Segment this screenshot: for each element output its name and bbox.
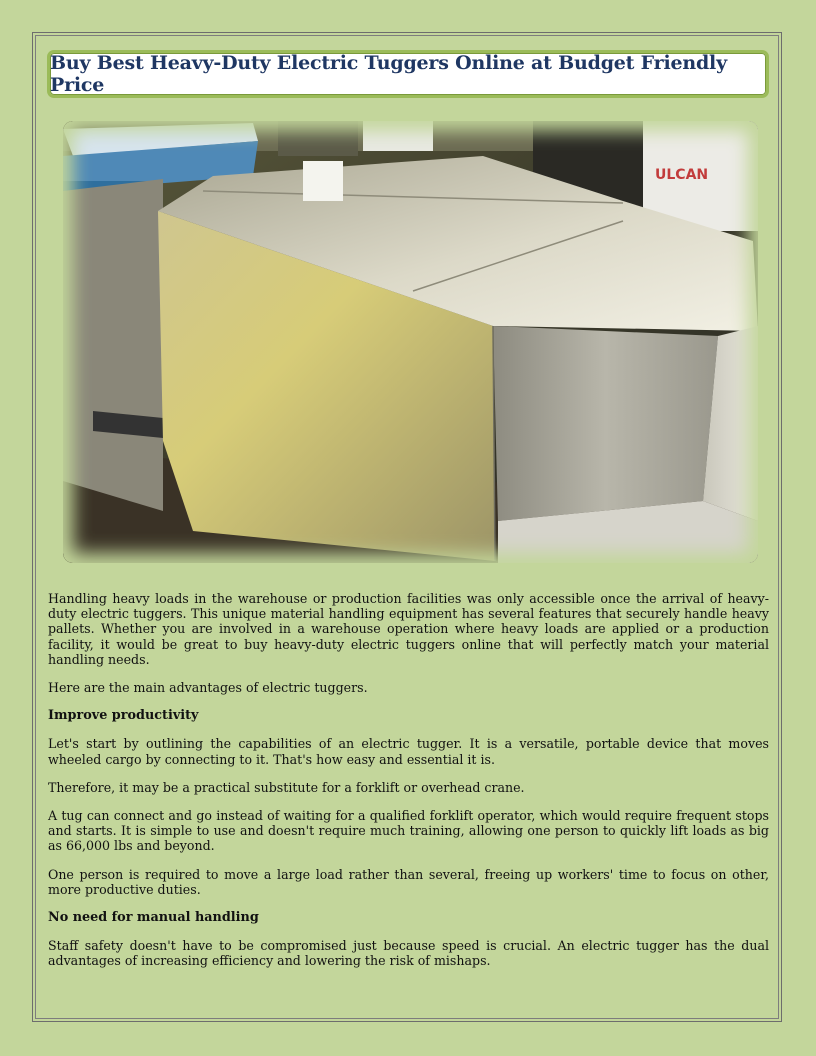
paragraph-capabilities: Let's start by outlining the capabilities of an electric tugger. It is a versatile, portable device that moves wheeled cargo by connecting to it. That's how easy and essential it is.	[48, 736, 769, 767]
page-title: Buy Best Heavy-Duty Electric Tuggers Online at Budget Friendly Price	[50, 52, 727, 96]
paragraph-tug-connect: A tug can connect and go instead of waiting for a qualified forklift operator, which would require frequent stops and starts. It is simple to use and doesn't require much training, allowing one person to quickly lift loads as big as 66,000 lbs and beyond.	[48, 808, 769, 854]
intro-paragraph: Handling heavy loads in the warehouse or production facilities was only accessible once the arrival of heavy-duty electric tuggers. This unique material handling equipment has several features that securely handle heavy pallets. Whether you are involved in a warehouse operation where heavy loads are applied or a production facility, it would be great to buy heavy-duty electric tuggers online that will perfectly match your material handling needs.	[48, 591, 769, 667]
paragraph-staff-safety: Staff safety doesn't have to be compromised just because speed is crucial. An electric tugger has the dual advantages of increasing efficiency and lowering the risk of mishaps.	[48, 938, 769, 969]
sign-text: ULCAN	[655, 167, 709, 183]
advantages-intro: Here are the main advantages of electric tuggers.	[48, 680, 368, 696]
paragraph-substitute: Therefore, it may be a practical substitute for a forklift or overhead crane.	[48, 779, 525, 795]
article-body	[48, 591, 769, 982]
title-banner	[47, 50, 769, 98]
heading-improve-productivity: Improve productivity	[48, 708, 199, 724]
electric-tugger-photo	[63, 121, 758, 563]
heading-manual-handling: No need for manual handling	[48, 910, 259, 926]
paragraph-one-person: One person is required to move a large load rather than several, freeing up workers' time to focus on other, more productive duties.	[48, 866, 769, 897]
